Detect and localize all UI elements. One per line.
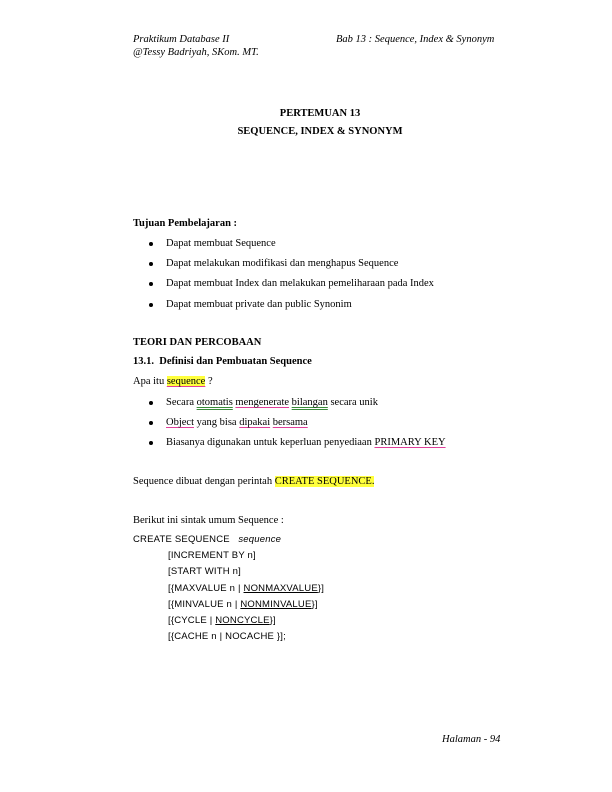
bullet-icon bbox=[149, 441, 153, 445]
bullet-icon bbox=[149, 262, 153, 266]
header-author: @Tessy Badriyah, SKom. MT. bbox=[133, 47, 259, 58]
section-heading bbox=[133, 356, 312, 367]
bullet-icon bbox=[149, 303, 153, 307]
syntax-line: [{MINVALUE n | NONMINVALUE}] bbox=[168, 599, 318, 610]
highlighted-command: CREATE SEQUENCE. bbox=[274, 476, 375, 487]
syntax-line: [{CACHE n | NOCACHE }]; bbox=[168, 631, 286, 642]
syntax-line: CREATE SEQUENCE sequence bbox=[133, 534, 282, 545]
objectives-heading: Tujuan Pembelajaran : bbox=[133, 218, 238, 229]
syntax-line: [{MAXVALUE n | NONMAXVALUE}] bbox=[168, 583, 325, 594]
header-chapter: Bab 13 : Sequence, Index & Synonym bbox=[336, 34, 495, 45]
objective-item: Dapat membuat Index dan melakukan pemeliharaan pada Index bbox=[166, 278, 434, 289]
page-title: PERTEMUAN 13 bbox=[279, 108, 361, 119]
section-title: Definisi dan Pembuatan Sequence bbox=[159, 356, 312, 367]
syntax-line: [START WITH n] bbox=[168, 566, 242, 577]
page-number: Halaman - 94 bbox=[442, 734, 501, 745]
objective-item: Dapat membuat private dan public Synonim bbox=[166, 299, 352, 310]
create-statement-line: Sequence dibuat dengan perintah CREATE SEQUENCE. bbox=[133, 476, 375, 487]
bullet-icon bbox=[149, 401, 153, 405]
syntax-line: [INCREMENT BY n] bbox=[168, 550, 256, 561]
header-course-title: Praktikum Database II bbox=[133, 34, 230, 45]
section-number: 13.1. bbox=[133, 356, 154, 367]
objective-item: Dapat melakukan modifikasi dan menghapus Sequence bbox=[166, 258, 399, 269]
definition-item: Object yang bisa dipakai bersama bbox=[166, 417, 308, 428]
bullet-icon bbox=[149, 242, 153, 246]
highlighted-term: sequence bbox=[166, 376, 206, 387]
syntax-intro: Berikut ini sintak umum Sequence : bbox=[133, 515, 284, 526]
syntax-line: [{CYCLE | NONCYCLE}] bbox=[168, 615, 276, 626]
definition-item: Biasanya digunakan untuk keperluan penyediaan PRIMARY KEY bbox=[166, 437, 446, 448]
bullet-icon bbox=[149, 282, 153, 286]
theory-heading: TEORI DAN PERCOBAAN bbox=[133, 337, 262, 348]
definition-item: Secara otomatis mengenerate bilangan secara unik bbox=[166, 397, 378, 408]
question-line: Apa itu sequence ? bbox=[133, 376, 213, 387]
objective-item: Dapat membuat Sequence bbox=[166, 238, 276, 249]
page-subtitle: SEQUENCE, INDEX & SYNONYM bbox=[237, 126, 403, 137]
bullet-icon bbox=[149, 421, 153, 425]
